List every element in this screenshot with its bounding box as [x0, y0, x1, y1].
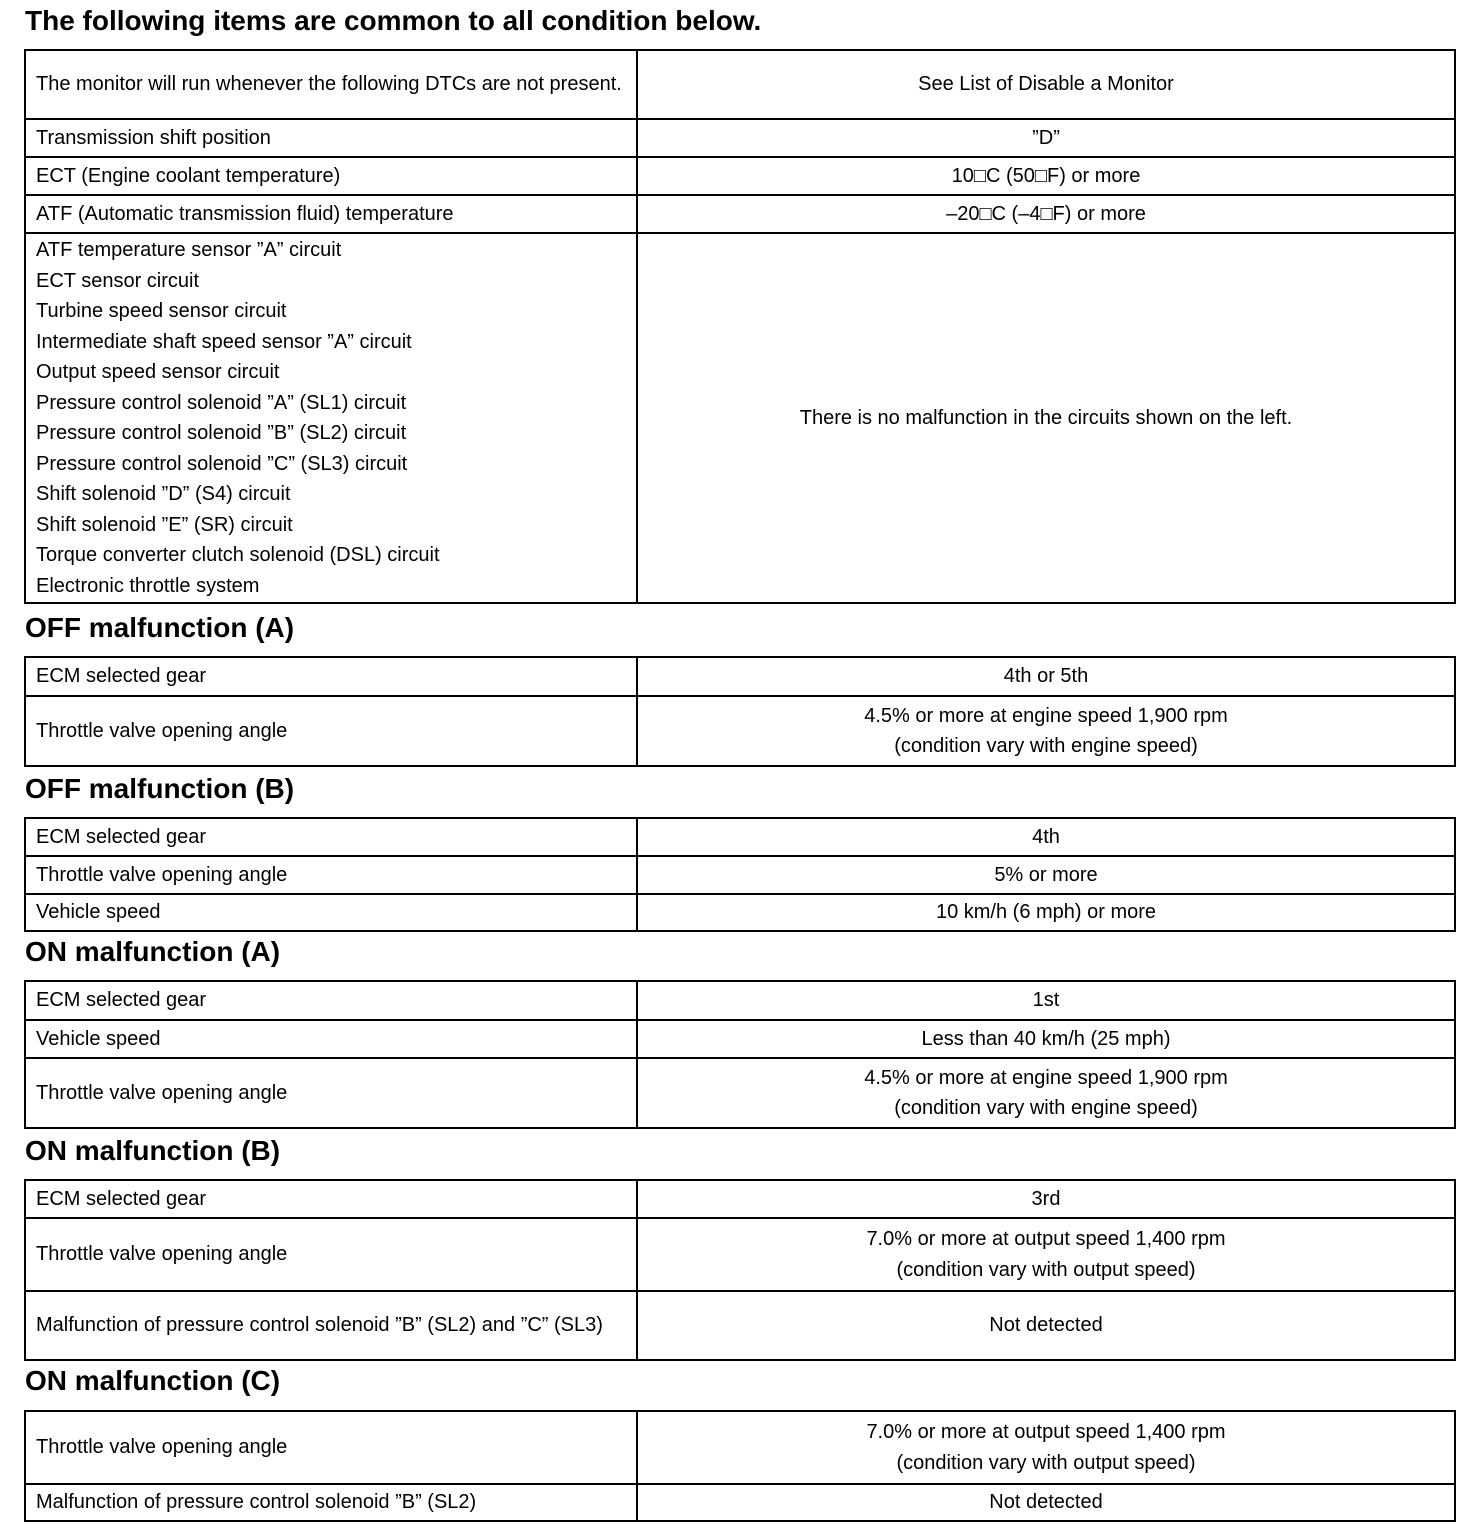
label-line: ECT sensor circuit: [36, 269, 200, 292]
table-row: [25, 818, 1455, 856]
condition-label: [25, 696, 637, 766]
label-line: Pressure control solenoid ”C” (SL3) circuit: [36, 452, 408, 475]
condition-value: [637, 1411, 1455, 1484]
label-line: ECM selected gear: [36, 825, 207, 848]
value-line: See List of Disable a Monitor: [918, 73, 1174, 96]
table-row: [25, 981, 1455, 1020]
condition-label: [25, 1020, 637, 1058]
label-line: Vehicle speed: [36, 1027, 161, 1050]
label-line: Throttle valve opening angle: [36, 1436, 288, 1459]
label-line: Shift solenoid ”E” (SR) circuit: [36, 513, 293, 536]
label-line: Intermediate shaft speed sensor ”A” circuit: [36, 330, 412, 353]
on-malfunction-c-heading: ON malfunction (C): [25, 1365, 281, 1396]
condition-label: [25, 1411, 637, 1484]
label-line: Malfunction of pressure control solenoid ”B” (SL2): [36, 1491, 477, 1514]
condition-label: [25, 1180, 637, 1218]
condition-label: [25, 894, 637, 931]
condition-value: [637, 696, 1455, 766]
table-row: [25, 233, 1455, 603]
label-line: ECM selected gear: [36, 665, 207, 688]
label-line: Electronic throttle system: [36, 574, 260, 597]
table-row: [25, 195, 1455, 233]
table-row: [25, 856, 1455, 894]
table-row: [25, 1411, 1455, 1484]
value-line: 3rd: [1031, 1187, 1061, 1210]
table-row: [25, 157, 1455, 195]
off-malfunction-b-heading: OFF malfunction (B): [25, 773, 295, 804]
common-heading: The following items are common to all condition below.: [25, 5, 762, 36]
condition-label: [25, 119, 637, 157]
value-line: 5% or more: [994, 863, 1098, 886]
table-row: [25, 1218, 1455, 1291]
value-line: 1st: [1032, 989, 1060, 1012]
condition-label: [25, 1291, 637, 1360]
label-line: Throttle valve opening angle: [36, 1243, 288, 1266]
label-line: Throttle valve opening angle: [36, 863, 288, 886]
condition-label: [25, 50, 637, 119]
table-row: [25, 1180, 1455, 1218]
condition-value: [637, 119, 1455, 157]
value-line: (condition vary with output speed): [896, 1451, 1196, 1474]
label-line: ATF (Automatic transmission fluid) temperature: [36, 202, 454, 225]
label-line: The monitor will run whenever the following DTCs are not present.: [36, 73, 622, 96]
label-line: Pressure control solenoid ”B” (SL2) circuit: [36, 422, 407, 444]
common-conditions-table: [24, 49, 1456, 604]
value-line: 10□C (50□F) or more: [951, 164, 1141, 187]
value-line: 4th: [1032, 825, 1060, 848]
off-malfunction-b-table: [24, 817, 1456, 932]
table-row: [25, 657, 1455, 696]
condition-value: [637, 1291, 1455, 1360]
condition-label: [25, 818, 637, 856]
on-malfunction-c-table: [24, 1410, 1456, 1522]
value-line: (condition vary with engine speed): [894, 735, 1198, 757]
condition-value: [637, 1484, 1455, 1521]
label-line: Throttle valve opening angle: [36, 719, 288, 742]
condition-value: [637, 856, 1455, 894]
value-line: (condition vary with output speed): [896, 1258, 1196, 1281]
condition-value: [637, 818, 1455, 856]
condition-value: [637, 657, 1455, 696]
table-row: [25, 696, 1455, 766]
condition-label: [25, 981, 637, 1020]
label-line: ATF temperature sensor ”A” circuit: [36, 239, 342, 261]
table-row: [25, 894, 1455, 931]
label-line: Transmission shift position: [36, 126, 271, 149]
condition-value: [637, 1058, 1455, 1128]
value-line: 4.5% or more at engine speed 1,900 rpm: [864, 1066, 1228, 1089]
label-line: Output speed sensor circuit: [36, 361, 280, 383]
label-line: ECT (Engine coolant temperature): [36, 164, 341, 187]
value-line: Less than 40 km/h (25 mph): [921, 1027, 1171, 1050]
table-row: [25, 1058, 1455, 1128]
on-malfunction-a-heading: ON malfunction (A): [25, 936, 281, 967]
label-line: Pressure control solenoid ”A” (SL1) circuit: [36, 391, 407, 414]
condition-label: [25, 1058, 637, 1128]
value-line: There is no malfunction in the circuits shown on the left.: [799, 406, 1293, 429]
condition-value: [637, 1180, 1455, 1218]
condition-value: [637, 233, 1455, 603]
condition-value: [637, 195, 1455, 233]
condition-value: [637, 1020, 1455, 1058]
table-row: [25, 1484, 1455, 1521]
condition-value: [637, 50, 1455, 119]
value-line: (condition vary with engine speed): [894, 1097, 1198, 1119]
condition-label: [25, 233, 637, 603]
condition-label: [25, 195, 637, 233]
condition-label: [25, 657, 637, 696]
label-line: Vehicle speed: [36, 901, 161, 924]
label-line: Throttle valve opening angle: [36, 1081, 288, 1104]
value-line: Not detected: [989, 1491, 1103, 1514]
label-line: ECM selected gear: [36, 989, 207, 1012]
label-line: Torque converter clutch solenoid (DSL) circuit: [36, 544, 440, 566]
table-row: [25, 50, 1455, 119]
table-row: [25, 1291, 1455, 1360]
label-line: Turbine speed sensor circuit: [36, 300, 287, 322]
label-line: Malfunction of pressure control solenoid ”B” (SL2) and ”C” (SL3): [36, 1314, 603, 1337]
value-line: ”D”: [1032, 126, 1060, 149]
condition-value: [637, 157, 1455, 195]
value-line: –20□C (–4□F) or more: [946, 202, 1146, 225]
condition-label: [25, 1484, 637, 1521]
value-line: 7.0% or more at output speed 1,400 rpm: [866, 1421, 1226, 1443]
condition-label: [25, 1218, 637, 1291]
label-line: Shift solenoid ”D” (S4) circuit: [36, 483, 291, 505]
condition-label: [25, 157, 637, 195]
table-row: [25, 1020, 1455, 1058]
on-malfunction-a-table: [24, 980, 1456, 1129]
on-malfunction-b-table: [24, 1179, 1456, 1361]
value-line: 7.0% or more at output speed 1,400 rpm: [866, 1228, 1226, 1250]
condition-value: [637, 981, 1455, 1020]
off-malfunction-a-table: [24, 656, 1456, 767]
on-malfunction-b-heading: ON malfunction (B): [25, 1135, 281, 1166]
condition-value: [637, 1218, 1455, 1291]
value-line: Not detected: [989, 1314, 1103, 1337]
condition-value: [637, 894, 1455, 931]
off-malfunction-a-heading: OFF malfunction (A): [25, 612, 295, 643]
table-row: [25, 119, 1455, 157]
value-line: 4th or 5th: [1003, 665, 1089, 688]
value-line: 10 km/h (6 mph) or more: [935, 901, 1157, 924]
label-line: ECM selected gear: [36, 1187, 207, 1210]
value-line: 4.5% or more at engine speed 1,900 rpm: [864, 704, 1228, 727]
condition-label: [25, 856, 637, 894]
